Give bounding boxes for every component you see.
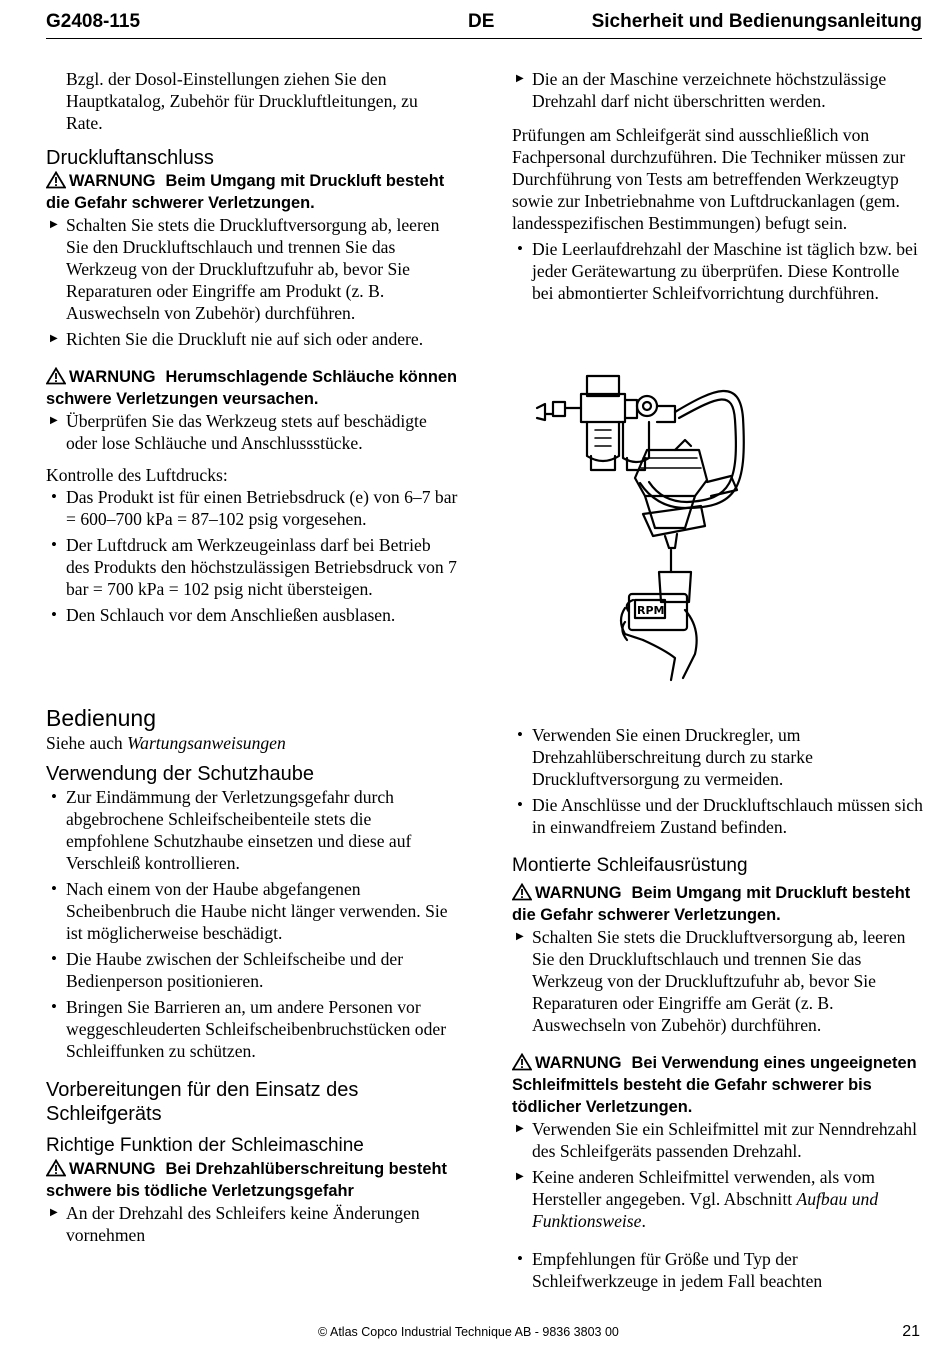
filter-regulator <box>537 376 675 470</box>
page-header <box>46 8 922 39</box>
doc-number: G2408-115 <box>46 11 141 32</box>
heading-montierte-schleifausruestung: Montierte Schleifausrüstung <box>512 855 748 876</box>
copyright: © Atlas Copco Industrial Technique AB - 9836 3803 00 <box>318 1325 619 1339</box>
warning-text: Beim Umgang mit Druckluft besteht die Gefahr schwerer Verletzungen. <box>46 172 445 212</box>
warning-label: WARNUNG <box>535 1054 622 1072</box>
list-item: • Nach einem von der Haube abgefangenen Scheibenbruch die Haube nicht länger verwenden. Sie ist möglicherweise beschädigt. <box>46 878 458 944</box>
list-item: ▶ An der Drehzahl des Schleifers keine Änderungen vornehmen <box>46 1202 458 1246</box>
list-item: • Die Leerlaufdrehzahl der Maschine ist täglich bzw. bei jeder Gerätewartung zu überprüfen. Diese Kontrolle bei abmontierter Schleifvorrichtung durchführen. <box>512 238 924 304</box>
page-number: 21 <box>902 1323 920 1340</box>
heading-druckluftanschluss: Druckluftanschluss <box>46 147 214 169</box>
warning-triangle-icon <box>512 1053 532 1071</box>
heading-vorbereitungen: Vorbereitungen für den Einsatz des Schleifgeräts <box>46 1079 359 1125</box>
rpm-label: RPM <box>637 604 665 617</box>
list-item: • Den Schlauch vor dem Anschließen ausblasen. <box>46 604 458 626</box>
warning-triangle-icon <box>512 883 532 901</box>
heading-richtige-funktion: Richtige Funktion der Schleimaschine <box>46 1135 364 1156</box>
warning-triangle-icon <box>46 367 66 385</box>
warning-block-3 <box>46 1158 458 1202</box>
warning-label: WARNUNG <box>69 172 156 190</box>
warning-block-2 <box>46 366 458 410</box>
list-item: ▶ Die an der Maschine verzeichnete höchstzulässige Drehzahl darf nicht überschritten werden. <box>512 68 924 112</box>
list-item: ▶ Schalten Sie stets die Druckluftversorgung ab, leeren Sie den Druckluftschlauch und trennen Sie das Werkzeug von der Druckluftzufuhr ab, bevor Sie Reparaturen oder Eingriffe am Produkt (z. B. Auswechseln von Zubehör) durchführen. <box>46 214 458 324</box>
intro-text: Bzgl. der Dosol-Einstellungen ziehen Sie den Hauptkatalog, Zubehör für Druckluftleitungen, zu Rate. <box>66 69 418 133</box>
aufbau-link[interactable]: Aufbau und Funktionsweise <box>532 1189 879 1231</box>
list-item: ▶ Überprüfen Sie das Werkzeug stets auf beschädigte oder lose Schläuche und Anschlussstücke. <box>46 410 458 454</box>
pruefung-paragraph: Prüfungen am Schleifgerät sind ausschließlich von Fachpersonal durchzuführen. Die Techniker müssen zur Durchführung von Tests am betreffenden Werkzeugtyp sowie zur Inbetriebnahme von Luftdruckanlagen (gem. landesspezifischen Bestimmungen) befugt sein. <box>512 125 906 233</box>
list-item: ▶ Keine anderen Schleifmittel verwenden, als vom Hersteller angegeben. Vgl. Abschnitt Aufbau und Funktionsweise. <box>512 1166 924 1232</box>
rpm-tachometer <box>629 550 691 630</box>
heading-schutzhaube: Verwendung der Schutzhaube <box>46 763 314 785</box>
top-right-column <box>512 68 924 304</box>
list-item: • Die Haube zwischen der Schleifscheibe und der Bedienperson positionieren. <box>46 948 458 992</box>
list-item: • Die Anschlüsse und der Druckluftschlauch müssen sich in einwandfreiem Zustand befinden. <box>512 794 924 838</box>
grinder-rpm-test-illustration <box>525 358 925 688</box>
warning-block-1 <box>46 170 458 214</box>
warning-label: WARNUNG <box>535 884 622 902</box>
bottom-right-column <box>512 724 924 1292</box>
warning-block-4 <box>512 882 924 926</box>
top-left-column <box>46 68 458 626</box>
bottom-left-column <box>46 704 458 1246</box>
warning-triangle-icon <box>46 1159 66 1177</box>
language-code: DE <box>468 11 495 32</box>
list-item: ▶ Richten Sie die Druckluft nie auf sich oder andere. <box>46 328 458 350</box>
list-item: ▶ Schalten Sie stets die Druckluftversorgung ab, leeren Sie den Druckluftschlauch und trennen Sie das Werkzeug von der Druckluftzufuhr ab, bevor Sie Reparaturen oder Eingriffe am Gerät (z. B. Auswechseln von Zubehör) durchführen. <box>512 926 924 1036</box>
list-item: • Zur Eindämmung der Verletzungsgefahr durch abgebrochene Schleifscheibenteile stets die empfohlene Schutzhaube einsetzen und diese auf Verschleiß kontrollieren. <box>46 786 458 874</box>
kontrolle-heading: Kontrolle des Luftdrucks: <box>46 465 228 485</box>
siehe-auch: Siehe auch Wartungsanweisungen <box>46 733 286 753</box>
heading-bedienung: Bedienung <box>46 705 156 731</box>
warning-label: WARNUNG <box>69 368 156 386</box>
warning-text: Herumschlagende Schläuche können schwere Verletzungen veursachen. <box>46 368 457 408</box>
warning-text: Beim Umgang mit Druckluft besteht die Gefahr schwerer Verletzungen. <box>512 884 911 924</box>
list-item: • Das Produkt ist für einen Betriebsdruck (e) von 6–7 bar = 600–700 kPa = 87–102 psig vorgesehen. <box>46 486 458 530</box>
warning-triangle-icon <box>46 171 66 189</box>
list-item: • Empfehlungen für Größe und Typ der Schleifwerkzeuge in jedem Fall beachten <box>512 1248 924 1292</box>
list-item: • Verwenden Sie einen Druckregler, um Drehzahlüberschreitung durch zu starke Druckluftversorgung zu vermeiden. <box>512 724 924 790</box>
list-item: • Bringen Sie Barrieren an, um andere Personen vor weggeschleuderten Schleifscheibenbruchstücken oder Schleiffunken zu schützen. <box>46 996 458 1062</box>
warning-text: Bei Verwendung eines ungeeigneten Schleifmittels besteht die Gefahr schwerer bis tödlicher Verletzungen. <box>512 1054 917 1116</box>
warning-label: WARNUNG <box>69 1160 156 1178</box>
list-item: ▶ Verwenden Sie ein Schleifmittel mit zur Nenndrehzahl des Schleifgeräts passenden Drehzahl. <box>512 1118 924 1162</box>
list-item: • Der Luftdruck am Werkzeugeinlass darf bei Betrieb des Produkts den höchstzulässigen Betriebsdruck von 7 bar = 700 kPa = 102 psig nicht übersteigen. <box>46 534 458 600</box>
warning-text: Bei Drehzahlüberschreitung besteht schwere bis tödliche Verletzungsgefahr <box>46 1160 447 1200</box>
wartungsanweisungen-link[interactable]: Wartungsanweisungen <box>127 733 286 753</box>
section-title: Sicherheit und Bedienungsanleitung <box>591 11 922 32</box>
warning-block-5 <box>512 1052 924 1118</box>
